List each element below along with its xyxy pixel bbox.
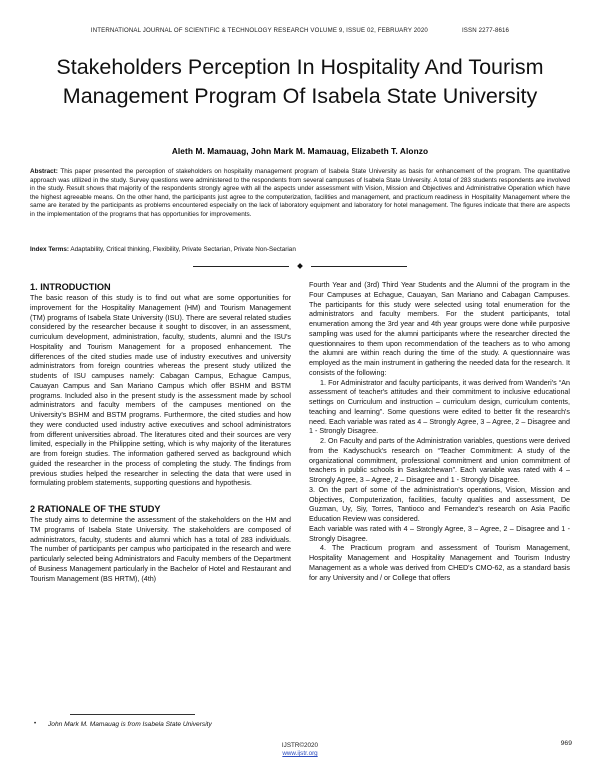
issn-number: ISSN 2277-8616 [461, 27, 510, 34]
list-item-4: 4. The Practicum program and assessment of Tourism Management, Hospitality Management and Hospitality Management and Tourism Industry Management as a whole was derived from CHED's CMO-62, as a standard basis for any University and / or College that offers [309, 544, 570, 582]
copyright-text: IJSTR©2020 [281, 742, 319, 749]
right-column [309, 281, 570, 584]
list-item-3-continued: Each variable was rated with 4 – Strongly Agree, 3 – Agree, 2 – Disagree and 1 - Strongly Disagree. [309, 524, 570, 543]
index-terms-block [30, 246, 570, 255]
abstract-text: This paper presented the perception of stakeholders on hospitality management program of Isabela State University as basis for enhancement of the program. The quantitative approach was utilized in the study. Survey questions were administered to the respondents from several campuses of Isabela State University. A total of 283 students respondents are involved in the study. Result shows that majority of the respondents strongly agree with all the aspects under assessment with Vision, Mission and Objectives and Administrative Operation which have the highest agreeable means. On the other hand, the participants just agree to the computerization, facilities and management, and practicum readiness in Hospitality Management where the same are iterated by the participants as problems encountered especially on the lack of laboratory equipment and laboratory for hotel management. The figures indicate that there are aspects in the implementation of the programs that has opportunities for improvements. [30, 168, 570, 218]
paragraph-rationale: The study aims to determine the assessment of the stakeholders on the HM and TM programs of Isabela State University. The stakeholders are composed of administrators, faculty, students and alumni which has a total of 283 individuals. The number of participants per campus who participated in the research and were particularly selected being Administrators and Faculty members of the Department of Business Management particularly in the Bachelor of Hotel and Restaurant and Tourism Management (BS HRTM), (4th) [30, 516, 291, 583]
page-number: 969 [560, 740, 572, 747]
footnote-block [30, 720, 330, 729]
abstract-label: Abstract: [30, 168, 58, 175]
index-terms-label: Index Terms: [30, 246, 70, 253]
section-divider [0, 264, 600, 268]
list-item-3: 3. On the part of some of the administration's operations, Vision, Mission and Objectives, Computerization, facilities, faculty qualities and assessment, De Guzman, Uy, Siy, Torres, Tantioco and Fernandez's research on Asia Pacific Education Review was considered. [309, 485, 570, 523]
left-column [30, 281, 291, 584]
author-list: Aleth M. Mamauag, John Mark M. Mamauag, Elizabeth T. Alonzo [171, 146, 429, 156]
paragraph-methods-continued: Fourth Year and (3rd) Third Year Students and the Alumni of the program in the Four Campuses at Echague, Cauayan, San Mariano and Cabagan Campuses. The participants for this study were selected using total enumeration for the administrators and faculty members. For the student participants, total enumeration among the 3rd year and 4th year groups were done while purposive sampling was used for the alumni participants where the researcher directed the questionnaires to them upon recommendation of the teachers as to who among the alumni are within reach during the time of the study. A questionnaire was employed as the main instrument in gathering the needed data for the research. It consists of the following: [309, 281, 570, 377]
list-item-2: 2. On Faculty and parts of the Administration variables, questions were derived from the Kadyschuck's research on “Teacher Commitment: A study of the organizational commitment, professional commitment and union commitment of teachers in public schools in Saskatchewan”. Each variable was rated with 4 – Strongly Agree, 3 – Agree, 2 – Disagree and 1 - Strongly Disagree. [309, 437, 570, 484]
paragraph-introduction: The basic reason of this study is to find out what are some opportunities for improvement for the Hospitality Management (HM) and Tourism Management (TM) programs of Isabela State University (ISU). There are several related studies considered by the researcher because it sought to discover, in an assessment, curriculum development, administration, faculty, students, alumni and the ISU's Hospitality and Tourism Management for a proposed enhancement. The differences of the cited studies made use of industry executives and university administrators from foreign countries whereas the present study utilized the students of ISU campuses namely: Cabagan Campus, Echague Campus, Cauayan Campus and San Mariano Campus which offer BSHM and BSTM programs. Included also in the present study is the assessment made by school administrators and faculty members of the campuses mentioned on the University's BSHM and BSTM programs. Furthermore, the cited studies and how they were conducted used industry active executives and school administrators from different universities abroad. The literatures cited and their sources are very limited, especially in the Philippine setting, which is why majority of the literatures are from foreign studies. The information gathered served as background which guided the researcher in the process of completing the study. The findings from previous studies helped the researcher in selecting the data that were used in formulating problem statements, supporting questions and hypothesis. [30, 294, 291, 488]
footnote-rule [70, 714, 195, 715]
divider-rule-right [311, 266, 407, 267]
page-title: Stakeholders Perception In Hospitality And Tourism Management Program Of Isabela State University [56, 55, 544, 108]
heading-introduction: 1. INTRODUCTION [30, 282, 111, 292]
bullet-icon: • [34, 721, 37, 727]
index-terms-text: Adaptability, Critical thinking, Flexibility, Private Sectarian, Private Non-Sectarian [69, 246, 296, 253]
body-columns [30, 281, 570, 584]
abstract-block [30, 168, 570, 219]
footer-brand [0, 742, 600, 759]
footnote-text: John Mark M. Mamauag is from Isabela State University [48, 721, 212, 728]
heading-rationale: 2 RATIONALE OF THE STUDY [30, 504, 161, 514]
running-head [0, 27, 600, 34]
diamond-icon [297, 263, 303, 269]
journal-url-link[interactable]: www.ijstr.org [282, 750, 318, 758]
divider-rule-left [193, 266, 289, 267]
list-item-1: 1. For Administrator and faculty participants, it was derived from Wanderi's “An assessment of teacher's attitudes and their commitment to inclusive educational settings on Curriculum and instruction – curriculum design, curriculum contents, teaching and learning”. Some questions were edited to better fit the research's need. Each variable was rated as 4 – Strongly Agree, 3 – Agree, 2 – Disagree and 1 - Strongly Disagree. [309, 378, 570, 436]
journal-info: INTERNATIONAL JOURNAL OF SCIENTIFIC & TECHNOLOGY RESEARCH VOLUME 9, ISSUE 02, FEBRUARY 2020 [90, 27, 428, 34]
